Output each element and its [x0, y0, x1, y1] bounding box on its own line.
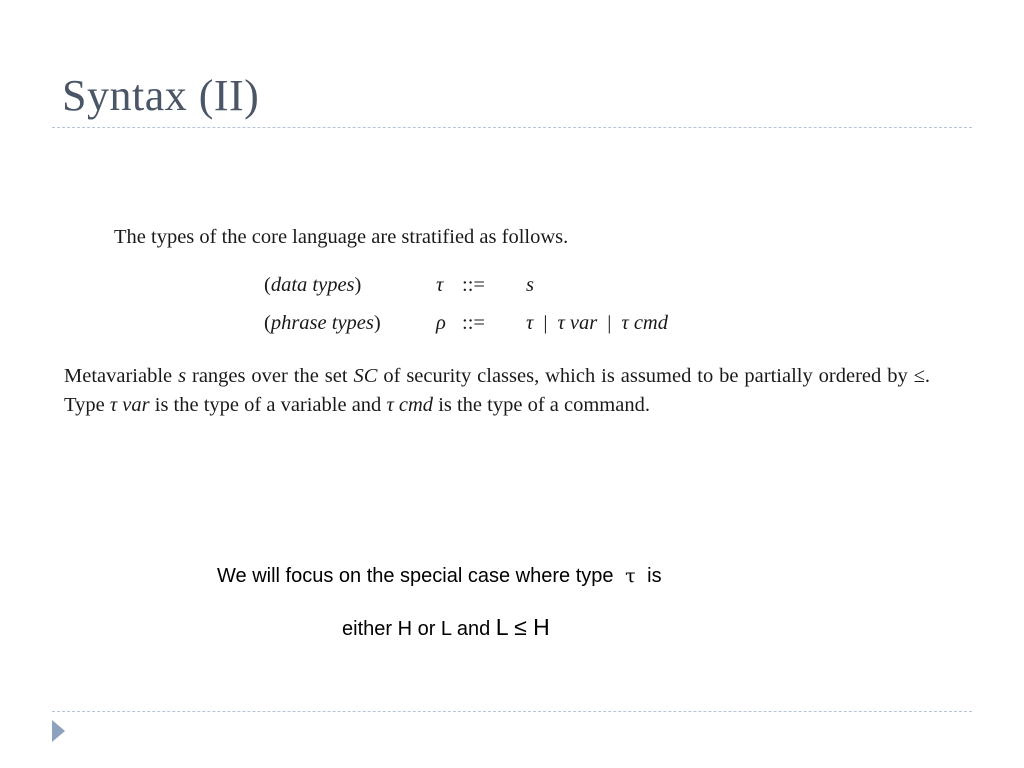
- grammar-operator: ::=: [462, 312, 485, 334]
- grammar-lhs: ρ: [436, 312, 446, 334]
- focus-note-line-2: either H or L and L ≤ H: [342, 614, 550, 640]
- focus-note-line-1: We will focus on the special case where type τ is: [217, 565, 662, 587]
- grammar-category: (data types): [264, 274, 362, 296]
- excerpt-intro: The types of the core language are stratified as follows.: [114, 226, 569, 248]
- excerpt-paragraph: Metavariable s ranges over the set SC of security classes, which is assumed to be partially ordered by ≤. Type τ var is the type of a variable and τ cmd is the type of a command.: [64, 365, 930, 416]
- grammar-category: (phrase types): [264, 312, 381, 334]
- order-relation: L ≤ H: [495, 614, 550, 640]
- footer-divider: [52, 711, 972, 712]
- triangle-bullet-icon: [52, 720, 65, 742]
- tau-symbol: τ: [625, 565, 636, 587]
- grammar-rhs: τ | τ var | τ cmd: [526, 312, 668, 334]
- grammar-rhs: s: [526, 274, 534, 296]
- title-divider: [52, 127, 972, 128]
- slide-title: Syntax (II): [62, 71, 260, 120]
- grammar-operator: ::=: [462, 274, 485, 296]
- grammar-lhs: τ: [436, 274, 444, 296]
